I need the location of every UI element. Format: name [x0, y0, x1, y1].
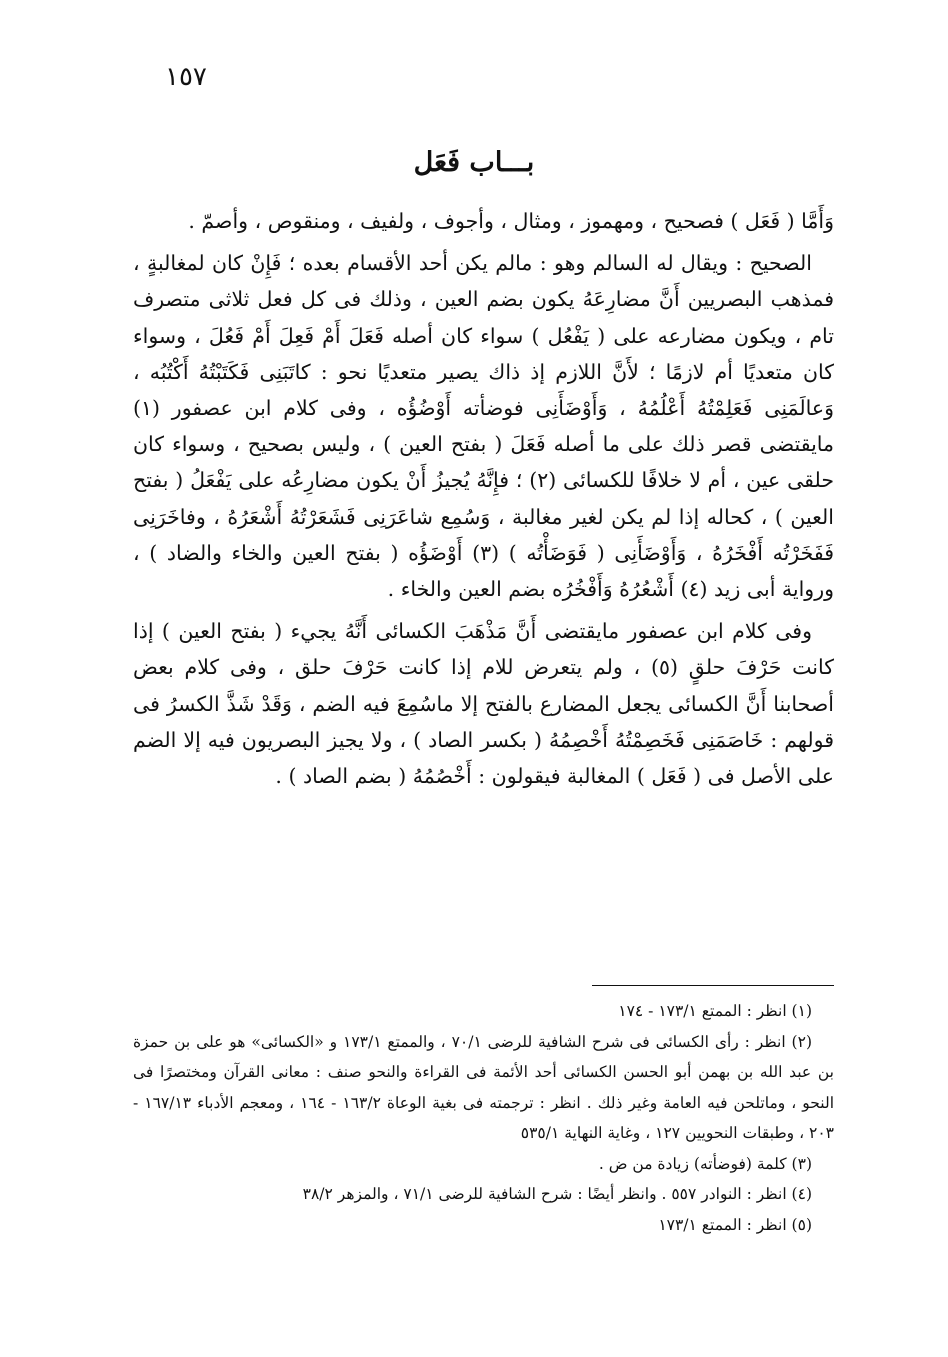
page-number: ١٥٧ [165, 62, 207, 92]
chapter-title: بـــاب فَعَل [413, 147, 535, 178]
footnote: (٥) انظر : الممتع ١٧٣/١ [658, 1215, 812, 1234]
paragraph: وَأَمَّا ( فَعَل ) فصحيح ، ومهموز ، ومثال ، وأجوف ، ولفيف ، ومنقوص ، وأصمّ . [188, 209, 834, 233]
footnotes [133, 996, 834, 1240]
footnote: (٢) انظر : رأى الكسائى فى شرح الشافية للرضى ٧٠/١ ، والممتع ١٧٣/١ و «الكسائى» هو على بن حمزة بن عبد الله بن بهمن أبو الحسن الكسائى أحد الأئمة فى القراءة والنحو صنف : معانى القرآن ومختصرًا فى النحو ، وماتلحن فيه العامة وغير ذلك . انظر : ترجمته فى بغية الوعاة ١٦٣/٢ - ١٦٤ ، ومعجم الأدباء ١٦٧/١٣ - ٢٠٣ ، وطبقات النحويين ١٢٧ ، وغاية النهاية ٥٣٥/١ [133, 1032, 835, 1142]
paragraph: الصحيح : ويقال له السالم وهو : مالم يكن أحد الأقسام بعده ؛ فَإِنْ كان لمغالبةٍ ، فمذهب البصريين أَنَّ مضارِعَهُ يكون بضم العين ، وذلك فى كل فعل ثلاثى متصرف تام ، ويكون مضارعه على ( يَفْعُل ) سواء كان أصله فَعَلَ أَمْ فَعِلَ أَمْ فَعُلَ ، وسواء كان متعديًا أم لازمًا ؛ لأَنَّ اللازم إذ ذاك يصير متعديًا نحو : كاتَبَنِى فَكَتَبْتُهُ أَكْتُبُه ، وَعالَمَنِى فَعَلِمْتُهُ أَعْلُمُهُ ، وَأَوْضَأَنِى فوضأته أَوْضُؤُه ، وفى كلام ابن عصفور (١) مايقتضى قصر ذلك على ما أصله فَعَلَ ( بفتح العين ) ، وليس بصحيح ، وسواء كان حلقى عين ، أم لا خلافًا للكسائى (٢) ؛ فإِنَّهُ يُجيزُ أَنْ يكون مضارِعُه على يَفْعَلُ ( بفتح العين ) ، كحاله إذا لم يكن لغير مغالبة ، وَسُمِع شاعَرَنِى فَشَعَرْتُهُ أَشْعَرُهُ ، وفاخَرَنِى فَفَخَرْتُه أَفْخَرُهُ ، وَأَوْضَأَنِى ( فَوَضَأْتُه ) (٣) أَوْضَؤُه ( بفتح العين والخاء والضاد ) ، ورواية أبى زيد (٤) أَشْعُرُهُ وَأَفْخُرُه بضم العين والخاء . [133, 251, 834, 602]
footnote: (٣) كلمة (فوضأته) زيادة من ض . [598, 1154, 812, 1173]
main-text [133, 203, 834, 794]
footnote: (١) انظر : الممتع ١٧٣/١ - ١٧٤ [618, 1002, 812, 1020]
paragraph: وفى كلام ابن عصفور مايقتضى أَنَّ مَذْهَبَ الكسائى أَنَّهُ يجيء ( بفتح العين ) إذا كانت حَرْفَ حلقٍ (٥) ، ولم يتعرض للام إذا كانت حَرْفَ حلق ، وفى كلام بعض أصحابنا أَنَّ الكسائى يجعل المضارع بالفتح إلا ماسُمِعَ فيه الضم ، وَقَدْ شَذَّ الكسرُ فى قولهم : خَاصَمَنِى فَخَصِمْتُهُ أَخْصِمُهُ ( بكسر الصاد ) ، ولا يجيز البصريون فيه إلا الضم على الأصل فى ( فَعَل ) المغالبة فيقولون : أَخْصُمُهُ ( بضم الصاد ) . [133, 619, 835, 789]
footnote-separator [592, 985, 834, 986]
footnote: (٤) انظر : النوادر ٥٥٧ . وانظر أيضًا : شرح الشافية للرضى ٧١/١ ، والمزهر ٣٨/٢ [302, 1185, 812, 1203]
